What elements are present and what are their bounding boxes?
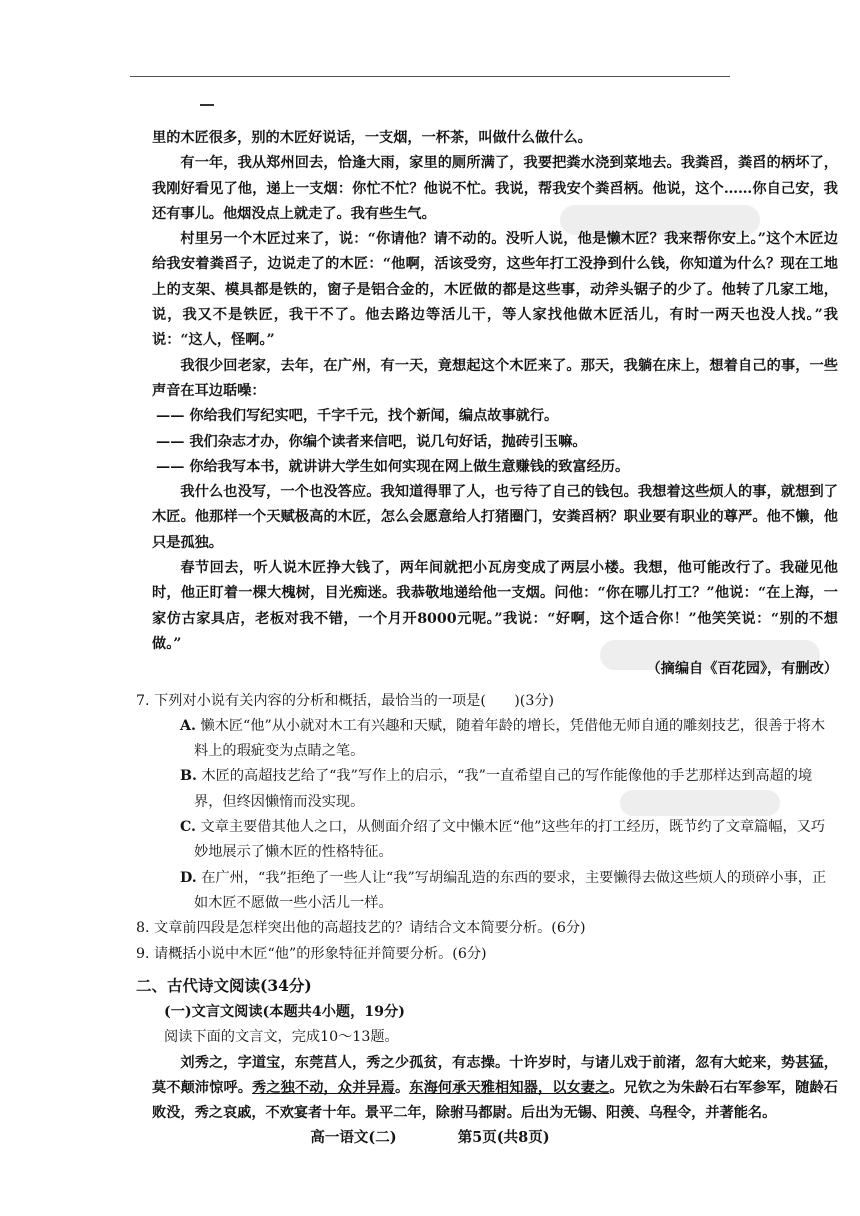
- option-label: A.: [180, 717, 196, 734]
- option-label: C.: [180, 819, 196, 836]
- option-c: [152, 815, 838, 866]
- footer-subject: 高一语文(二): [310, 1129, 397, 1146]
- subsection-heading: (一)文言文阅读(本题共4小题，19分): [164, 1004, 405, 1021]
- option-b: [152, 764, 838, 815]
- underlined-sentence: 秀之独不动，众并异焉: [252, 1079, 395, 1096]
- option-a: [152, 714, 838, 765]
- page-content: [136, 126, 838, 1127]
- question-7-stem: 7. 下列对小说有关内容的分析和概括，最恰当的一项是( )(3分): [136, 692, 555, 709]
- option-label: B.: [180, 768, 197, 785]
- paragraph: 我很少回老家，去年，在广州，有一天，竟想起这个木匠来了。那天，我躺在床上，想着自己的事，一些声音在耳边聒噪：: [152, 357, 838, 399]
- dialogue-line: —— 你给我们写纪实吧，千字千元，找个新闻，编点故事就行。: [156, 408, 559, 425]
- question-8: 8. 文章前四段是怎样突出他的高超技艺的？请结合文本简要分析。(6分): [136, 920, 586, 937]
- header-rule: [130, 76, 730, 77]
- stray-mark: [200, 104, 214, 106]
- source-citation: （摘编自《百花园》，有删改）: [646, 661, 838, 678]
- paragraph: 我什么也没写，一个也没答应。我知道得罪了人，也亏待了自己的钱包。我想着这些烦人的事，就想到了木匠。他那样一个天赋极高的木匠，怎么会愿意给人打猪圈门，安粪舀柄？职业要有职业的尊严。他不懒，他只是孤独。: [152, 484, 838, 551]
- passage-text: 刘秀之，字道宝，东莞莒人，秀之少孤贫，有志操。十许岁时，与诸儿戏于前渚，忽有大蛇来，势甚猛，莫不颠沛惊呼。: [152, 1054, 838, 1096]
- underlined-sentence: 东海何承天雅相知器，以女妻之: [409, 1079, 610, 1096]
- paragraph: 里的木匠很多，别的木匠好说话，一支烟，一杯茶，叫做什么做什么。: [152, 130, 592, 146]
- paragraph: 春节回去，听人说木匠挣大钱了，两年间就把小瓦房变成了两层小楼。我想，他可能改行了。我碰见他时，他正盯着一棵大槐树，目光痴迷。我恭敬地递给他一支烟。问他：“你在哪儿打工？”他说：“在上海，一家仿古家具店，老板对我不错，一个月开8000元呢。”我说：“好啊，这个适合你！”他笑笑说：“别的不想做。”: [152, 560, 838, 652]
- option-text: 木匠的高超技艺给了“我”写作上的启示，“我”一直希望自己的写作能像他的手艺那样达到高超的境界，但终因懒惰而没实现。: [194, 768, 813, 810]
- classical-passage: [152, 1051, 838, 1127]
- option-label: D.: [180, 869, 197, 886]
- passage-text: 。兄钦之为朱龄石右军参军，随龄石败没，秀之哀戚，不欢宴者十年。景平二年，除驸马都尉。后出为无锡、阳羡、乌程令，并著能名。: [152, 1079, 838, 1122]
- question-9: 9. 请概括小说中木匠“他”的形象特征并简要分析。(6分): [136, 945, 487, 962]
- passage-text: 。: [394, 1079, 410, 1096]
- paragraph: 有一年，我从郑州回去，恰逢大雨，家里的厕所满了，我要把粪水浇到菜地去。我粪舀，粪舀的柄坏了，我刚好看见了他，递上一支烟：你忙不忙？他说不忙。我说，帮我安个粪舀柄。他说，这个……你自己安，我还有事儿。他烟没点上就走了。我有些生气。: [152, 155, 838, 222]
- reading-instruction: 阅读下面的文言文，完成10～13题。: [164, 1029, 399, 1046]
- page-footer: [0, 1126, 860, 1147]
- section-heading: 二、古代诗文阅读(34分): [136, 975, 312, 995]
- dialogue-line: —— 我们杂志才办，你编个读者来信吧，说几句好话，抛砖引玉嘛。: [156, 433, 587, 450]
- option-text: 在广州，“我”拒绝了一些人让“我”写胡编乱造的东西的要求，主要懒得去做这些烦人的琐碎小事，正如木匠不愿做一些小活儿一样。: [194, 869, 827, 911]
- option-text: 文章主要借其他人之口，从侧面介绍了文中懒木匠“他”这些年的打工经历，既节约了文章篇幅，又巧妙地展示了懒木匠的性格特征。: [194, 819, 826, 861]
- paragraph: 村里另一个木匠过来了，说：“你请他？请不动的。没听人说，他是懒木匠？我来帮你安上。”这个木匠边给我安着粪舀子，边说走了的木匠：“他啊，活该受穷，这些年打工没挣到什么钱，你知道为什么？现在工地上的支架、模具都是铁的，窗子是铝合金的，木匠做的都是这些事，动斧头锯子的少了。他转了几家工地，说，我又不是铁匠，我干不了。他去路边等活儿干，等人家找他做木匠活儿，有时一两天也没人找。”我说：“这人，怪啊。”: [152, 231, 838, 349]
- option-text: 懒木匠“他”从小就对木工有兴趣和天赋，随着年龄的增长，凭借他无师自通的雕刻技艺，很善于将木料上的瑕疵变为点睛之笔。: [194, 717, 826, 760]
- dialogue-line: —— 你给我写本书，就讲讲大学生如何实现在网上做生意赚钱的致富经历。: [156, 458, 630, 475]
- option-d: [152, 866, 838, 917]
- footer-page-number: 第5页(共8页): [457, 1129, 550, 1146]
